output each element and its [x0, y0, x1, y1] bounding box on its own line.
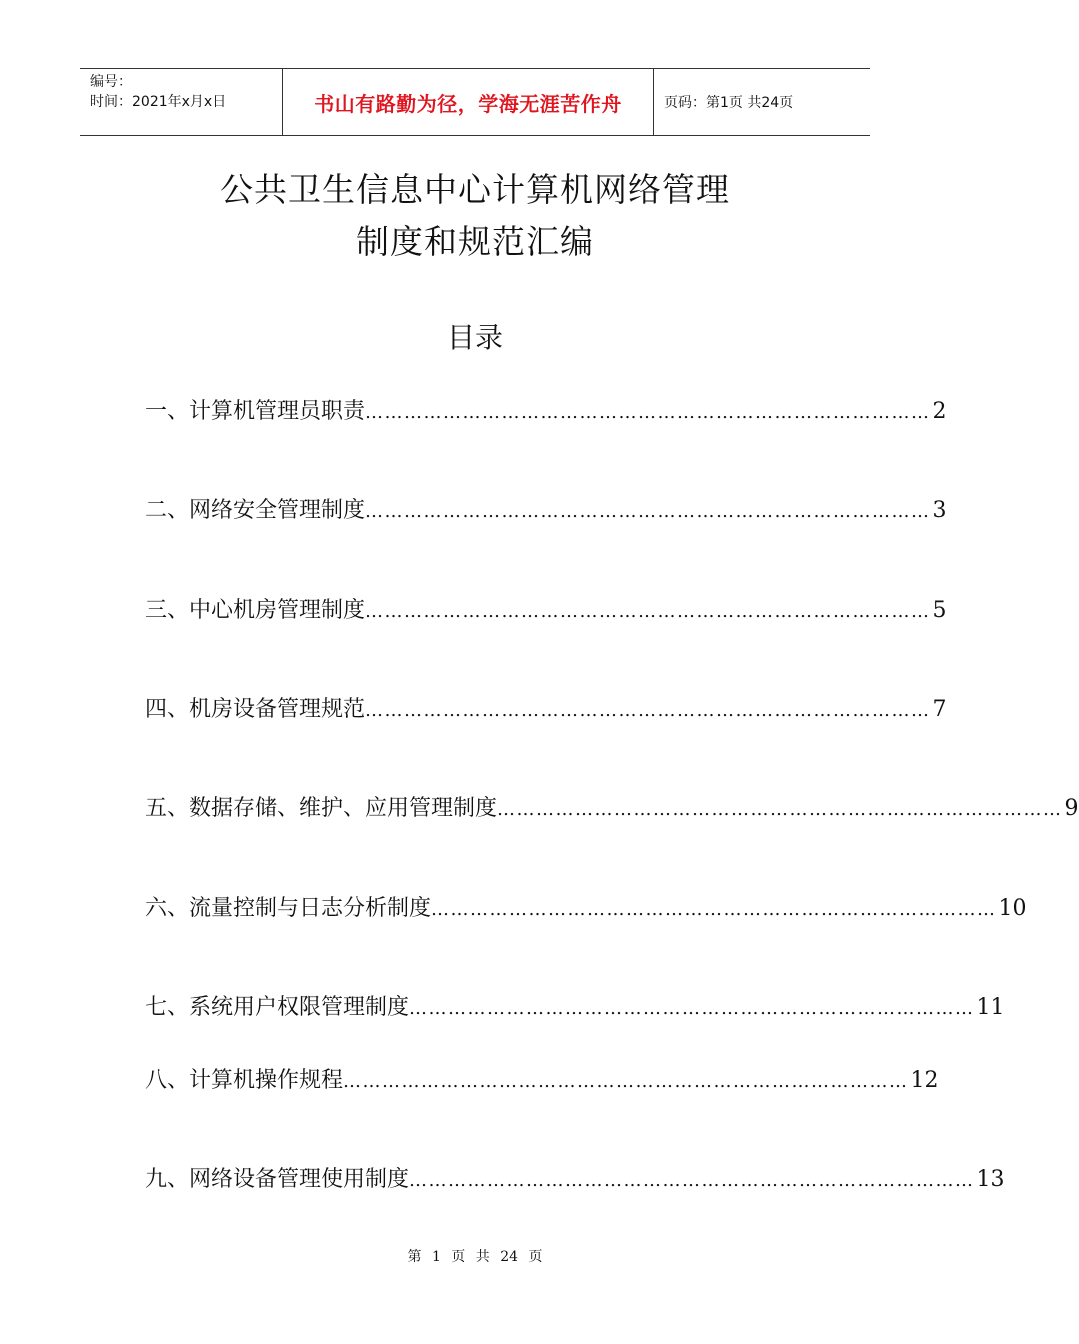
- header-meta: [80, 69, 282, 135]
- header-motto-cell: [282, 69, 654, 135]
- toc-leader-dots: ……………………………………………………………………………: [497, 799, 1063, 820]
- page-info: 页码：第1页 共24页: [664, 95, 794, 111]
- toc-item-label: 二、网络安全管理制度: [145, 498, 366, 523]
- toc-item[interactable]: [145, 692, 947, 723]
- toc-item-label: 三、中心机房管理制度: [145, 598, 366, 623]
- toc-item-label: 九、网络设备管理使用制度: [145, 1167, 410, 1192]
- header-page-info-cell: [654, 69, 870, 135]
- toc-leader-dots: ……………………………………………………………………………: [343, 1071, 909, 1092]
- page-footer: 第 1 页 共 24 页: [407, 1249, 543, 1265]
- toc-leader-dots: ……………………………………………………………………………: [431, 899, 997, 920]
- toc-item-page: 9: [1064, 796, 1079, 821]
- document-time: 时间：2021年x月x日: [90, 94, 227, 110]
- toc-item[interactable]: [145, 1063, 939, 1094]
- toc-item[interactable]: [145, 990, 1005, 1021]
- header-table: [80, 68, 870, 136]
- toc-item-page: 12: [910, 1068, 939, 1093]
- toc-item-page: 5: [932, 598, 947, 623]
- toc-leader-dots: ……………………………………………………………………………: [365, 402, 931, 423]
- toc-item-page: 11: [976, 995, 1005, 1020]
- toc-item-page: 3: [932, 498, 947, 523]
- toc-item[interactable]: [145, 791, 1079, 822]
- toc-item-label: 七、系统用户权限管理制度: [145, 995, 410, 1020]
- toc-item-page: 10: [998, 896, 1027, 921]
- toc-item-page: 7: [932, 697, 947, 722]
- toc-item[interactable]: [145, 394, 947, 425]
- toc-leader-dots: ……………………………………………………………………………: [409, 1170, 975, 1191]
- toc-leader-dots: ……………………………………………………………………………: [409, 998, 975, 1019]
- toc-item-page: 2: [932, 399, 947, 424]
- document-number: 编号：: [90, 74, 132, 90]
- toc-item[interactable]: [145, 1162, 1005, 1193]
- toc-leader-dots: ……………………………………………………………………………: [365, 700, 931, 721]
- document-title-line2: 制度和规范汇编: [356, 222, 594, 261]
- document-title-line1: 公共卫生信息中心计算机网络管理: [220, 170, 730, 209]
- toc-item-label: 六、流量控制与日志分析制度: [145, 896, 432, 921]
- toc-item[interactable]: [145, 493, 947, 524]
- toc-leader-dots: ……………………………………………………………………………: [365, 601, 931, 622]
- toc-item-label: 一、计算机管理员职责: [145, 399, 366, 424]
- toc-item-page: 13: [976, 1167, 1005, 1192]
- toc-item-label: 八、计算机操作规程: [145, 1068, 344, 1093]
- toc-item[interactable]: [145, 593, 947, 624]
- toc-item-label: 五、数据存储、维护、应用管理制度: [145, 796, 498, 821]
- toc-item-label: 四、机房设备管理规范: [145, 697, 366, 722]
- motto: 书山有路勤为径，学海无涯苦作舟: [314, 91, 622, 116]
- toc-leader-dots: ……………………………………………………………………………: [365, 501, 931, 522]
- toc-item[interactable]: [145, 891, 1027, 922]
- toc-heading: 目录: [446, 321, 503, 354]
